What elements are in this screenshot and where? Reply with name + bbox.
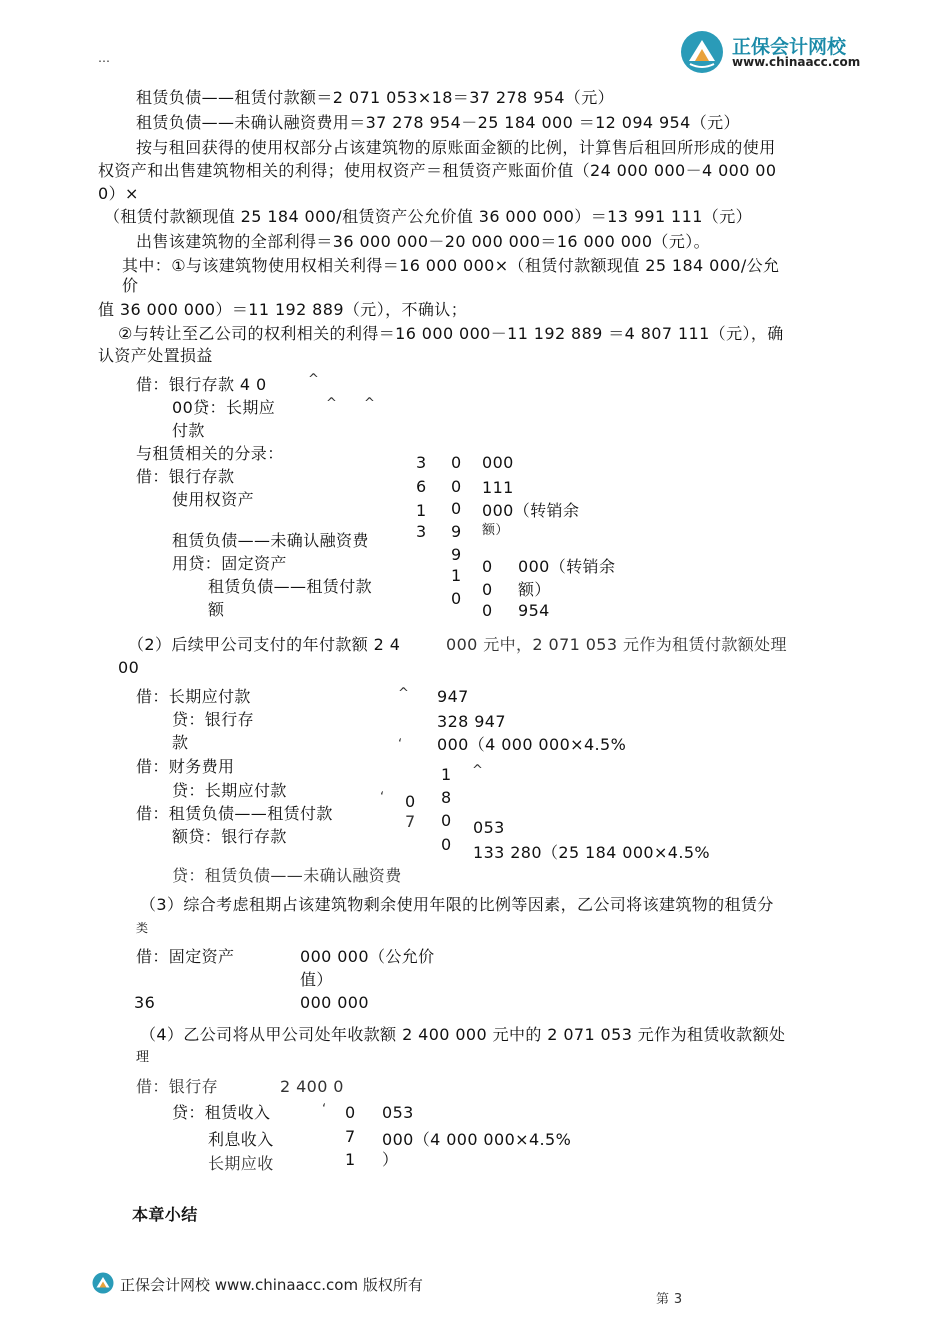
digit: 0 (405, 792, 416, 811)
digit: 1 (345, 1150, 356, 1169)
entry-fragment: ^ (398, 686, 410, 701)
entry-line: 贷：银行存 (172, 710, 255, 729)
digit: 0 (451, 453, 462, 472)
amount: 954 (518, 601, 550, 620)
entry-heading: 与租赁相关的分录： (136, 444, 284, 463)
digit: 1 (441, 765, 452, 784)
amount: 000（4 000 000×4.5% (382, 1130, 572, 1149)
brand-logo-icon (680, 30, 724, 74)
section-heading-wrap: 00 (118, 658, 140, 677)
digit: 3 (416, 522, 427, 541)
entry-line: 借：银行存款 (136, 467, 235, 486)
digit: 1 (416, 501, 427, 520)
entry-line-clipped: 36 (134, 993, 156, 1012)
amount: 947 (437, 687, 469, 706)
paragraph-line: 权资产和出售建筑物相关的利得；使用权资产＝租赁资产账面价值（24 000 000－4 000 00 (98, 161, 777, 180)
digit: 0 (451, 477, 462, 496)
paragraph-line: 0）× (98, 184, 139, 203)
entry-line: 使用权资产 (172, 490, 255, 509)
amount: 111 (482, 478, 514, 497)
entry-line: 00贷：长期应 (172, 398, 276, 417)
amount: ） (382, 1150, 399, 1169)
entry-line: 款 (172, 733, 189, 752)
paragraph-line: 值 36 000 000）＝11 192 889（元），不确认； (98, 300, 468, 319)
entry-line: 借：银行存款 4 0 (136, 375, 267, 394)
paragraph-line: 价 (122, 276, 139, 295)
digit: 0 (482, 557, 493, 576)
digit: 7 (345, 1127, 356, 1146)
entry-fragment: ʻ (322, 1102, 327, 1117)
digit: 9 (451, 545, 462, 564)
amount: 000（转销余 (518, 557, 616, 576)
amount: 额） (482, 523, 509, 538)
entry-line-clipped: 长期应收 (208, 1154, 274, 1173)
top-fragment: … (98, 51, 111, 65)
entry-fragment: ʻ (398, 737, 403, 752)
paragraph-line: （租赁付款额现值 25 184 000/租赁资产公允价值 36 000 000）＝13 991 111（元） (104, 207, 752, 226)
section-heading-wrap: 理 (136, 1050, 150, 1065)
digit: 3 (416, 453, 427, 472)
brand-logo-icon (92, 1272, 114, 1294)
footer-copyright: 正保会计网校 www.chinaacc.com 版权所有 (120, 1276, 423, 1294)
digit: 0 (451, 499, 462, 518)
digit: 9 (451, 522, 462, 541)
entry-line: 贷：长期应付款 (172, 781, 287, 800)
section-heading-clipped: 000 元中，2 071 053 元作为租赁付款额处理 (446, 635, 787, 654)
entry-line-clipped: 借：银行存 (136, 1077, 219, 1096)
digit: 0 (451, 589, 462, 608)
entry-fragment: ^ (472, 763, 484, 778)
amount: 额） (518, 580, 551, 599)
paragraph-line: 按与租回获得的使用权部分占该建筑物的原账面金额的比例，计算售后租回所形成的使用 (136, 138, 776, 157)
entry-line: 借：固定资产 (136, 947, 235, 966)
digit: 0 (482, 601, 493, 620)
amount: 值） (300, 970, 333, 989)
paragraph-line: 其中：①与该建筑物使用权相关利得＝16 000 000×（租赁付款额现值 25 184 000/公允 (122, 256, 780, 275)
entry-fragment: ^ (326, 396, 338, 411)
section-heading: （2）后续甲公司支付的年付款额 2 4 (128, 635, 401, 654)
digit: 0 (345, 1103, 356, 1122)
amount: 053 (473, 818, 505, 837)
digit: 6 (416, 477, 427, 496)
entry-line: 付款 (172, 421, 205, 440)
section-heading: （4）乙公司将从甲公司处年收款额 2 400 000 元中的 2 071 053 元作为租赁收款额处 (140, 1025, 786, 1044)
amount: 000 000 (300, 993, 369, 1012)
total-gain-line: 出售该建筑物的全部利得＝36 000 000－20 000 000＝16 000 000（元）。 (136, 232, 711, 251)
page-number: 第 3 (656, 1292, 683, 1307)
entry-line-clipped: 额 (208, 600, 225, 619)
digit: 0 (482, 580, 493, 599)
entry-line: 借：财务费用 (136, 757, 235, 776)
digit: 0 (441, 835, 452, 854)
entry-fragment: ʻ (380, 790, 385, 805)
entry-line: 利息收入 (208, 1130, 274, 1149)
digit: 0 (441, 811, 452, 830)
amount: 053 (382, 1103, 414, 1122)
entry-line: 借：租赁负债——租赁付款 (136, 804, 333, 823)
lease-liability-unrecognized-finance: 租赁负债——未确认融资费用＝37 278 954－25 184 000 ＝12 094 954（元） (136, 113, 740, 132)
digit: 8 (441, 788, 452, 807)
amount: 000（转销余 (482, 501, 580, 520)
lease-liability-payments: 租赁负债——租赁付款额＝2 071 053×18＝37 278 954（元） (136, 88, 615, 107)
digit: 7 (405, 812, 416, 831)
brand-logo[interactable] (680, 30, 880, 75)
amount: 000（4 000 000×4.5% (437, 735, 627, 754)
entry-line-clipped: 贷：租赁负债——未确认融资费 (172, 866, 402, 885)
paragraph-line-clipped: 认资产处置损益 (98, 346, 213, 365)
amount: 000 000（公允价 (300, 947, 435, 966)
amount: 328 947 (437, 712, 506, 731)
section-heading: （3）综合考虑租期占该建筑物剩余使用年限的比例等因素，乙公司将该建筑物的租赁分 (140, 895, 774, 914)
entry-line: 用贷：固定资产 (172, 554, 287, 573)
entry-line: 租赁负债——未确认融资费 (172, 531, 369, 550)
entry-line: 租赁负债——租赁付款 (208, 577, 373, 596)
section-heading-wrap: 类 (136, 921, 149, 935)
digit: 1 (451, 566, 462, 585)
entry-line: 贷：租赁收入 (172, 1103, 271, 1122)
amount: 000 (482, 453, 514, 472)
summary-heading: 本章小结 (132, 1205, 198, 1224)
paragraph-line: ②与转让至乙公司的权利相关的利得＝16 000 000－11 192 889 ＝4 807 111（元），确 (118, 324, 784, 343)
brand-url[interactable]: www.chinaacc.com (732, 55, 861, 69)
brand-name: 正保会计网校 (732, 36, 847, 58)
entry-fragment: 2 400 0 (280, 1077, 344, 1096)
entry-fragment: ^ (364, 396, 376, 411)
entry-line: 借：长期应付款 (136, 687, 251, 706)
amount: 133 280（25 184 000×4.5% (473, 843, 711, 862)
entry-line: 额贷：银行存款 (172, 827, 287, 846)
entry-fragment: ^ (308, 372, 320, 387)
